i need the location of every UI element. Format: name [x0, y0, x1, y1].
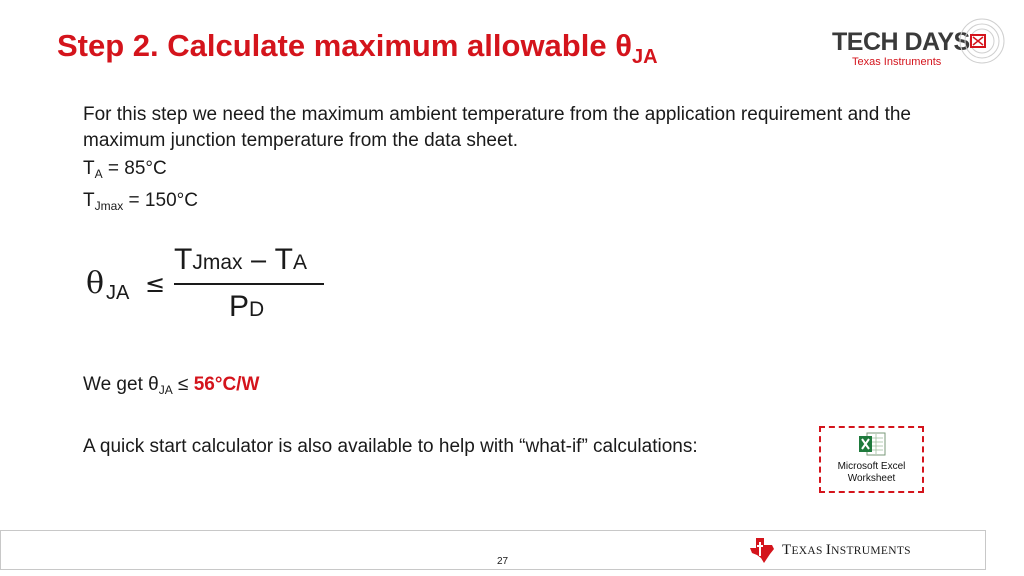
given-symbol: T [83, 158, 95, 179]
numerator-term-b: T [274, 243, 293, 276]
denominator-term: P [229, 290, 250, 323]
given-ambient-temp [83, 158, 167, 181]
excel-label [821, 461, 922, 485]
formula-denominator [229, 290, 264, 324]
tech-days-company: Texas Instruments [852, 56, 942, 68]
slide-title [57, 28, 658, 69]
ti-wordmark-nstruments: NSTRUMENTS [831, 545, 911, 557]
formula-theta-subscript: JA [106, 282, 130, 304]
excel-icon [857, 431, 887, 457]
slide-title-subscript: JA [631, 46, 658, 68]
ti-wordmark-t: T [782, 542, 792, 558]
given-junction-temp [83, 190, 198, 213]
intro-paragraph: For this step we need the maximum ambient temperature from the application requirement and the maximum junction temperature from the data sheet. [83, 104, 911, 151]
ti-wordmark-exas: EXAS [791, 545, 826, 557]
ti-wordmark-i: I [825, 542, 832, 558]
numerator-term-a-sub: Jmax [192, 251, 243, 274]
numerator-term-a: T [174, 243, 193, 276]
given-symbol: T [83, 190, 95, 211]
result-subscript: JA [158, 383, 173, 397]
slide-title-text: Step 2. Calculate maximum allowable θ [57, 28, 632, 63]
result-value: 56°C/W [193, 374, 260, 395]
given-subscript: Jmax [94, 199, 124, 213]
tech-days-logo [832, 14, 1007, 74]
result-relation: ≤ [172, 374, 194, 395]
given-subscript: A [94, 167, 103, 181]
tech-days-wordmark: TECH DAYS [832, 28, 970, 56]
result-line [83, 374, 259, 397]
numerator-operator: − [248, 247, 269, 275]
formula-relation: ≤ [145, 270, 166, 298]
formula-numerator [174, 243, 307, 277]
given-value: = 150°C [123, 190, 198, 211]
excel-label-line2: Worksheet [847, 473, 896, 484]
texas-state-icon [748, 536, 776, 564]
formula-theta: θ [86, 266, 105, 301]
page-number: 27 [497, 556, 509, 567]
numerator-term-b-sub: A [292, 251, 307, 274]
fraction-bar [174, 283, 324, 285]
given-value: = 85°C [102, 158, 167, 179]
result-prefix: We get θ [83, 374, 159, 395]
calculator-text: A quick start calculator is also available to help with “what-if” calculations: [83, 436, 698, 457]
denominator-sub: D [249, 298, 265, 321]
excel-worksheet-attachment[interactable] [819, 426, 924, 493]
ti-wordmark [782, 542, 911, 559]
excel-label-line1: Microsoft Excel [837, 461, 906, 472]
broadcast-waves-icon [958, 17, 1006, 65]
texas-instruments-logo [748, 536, 958, 564]
